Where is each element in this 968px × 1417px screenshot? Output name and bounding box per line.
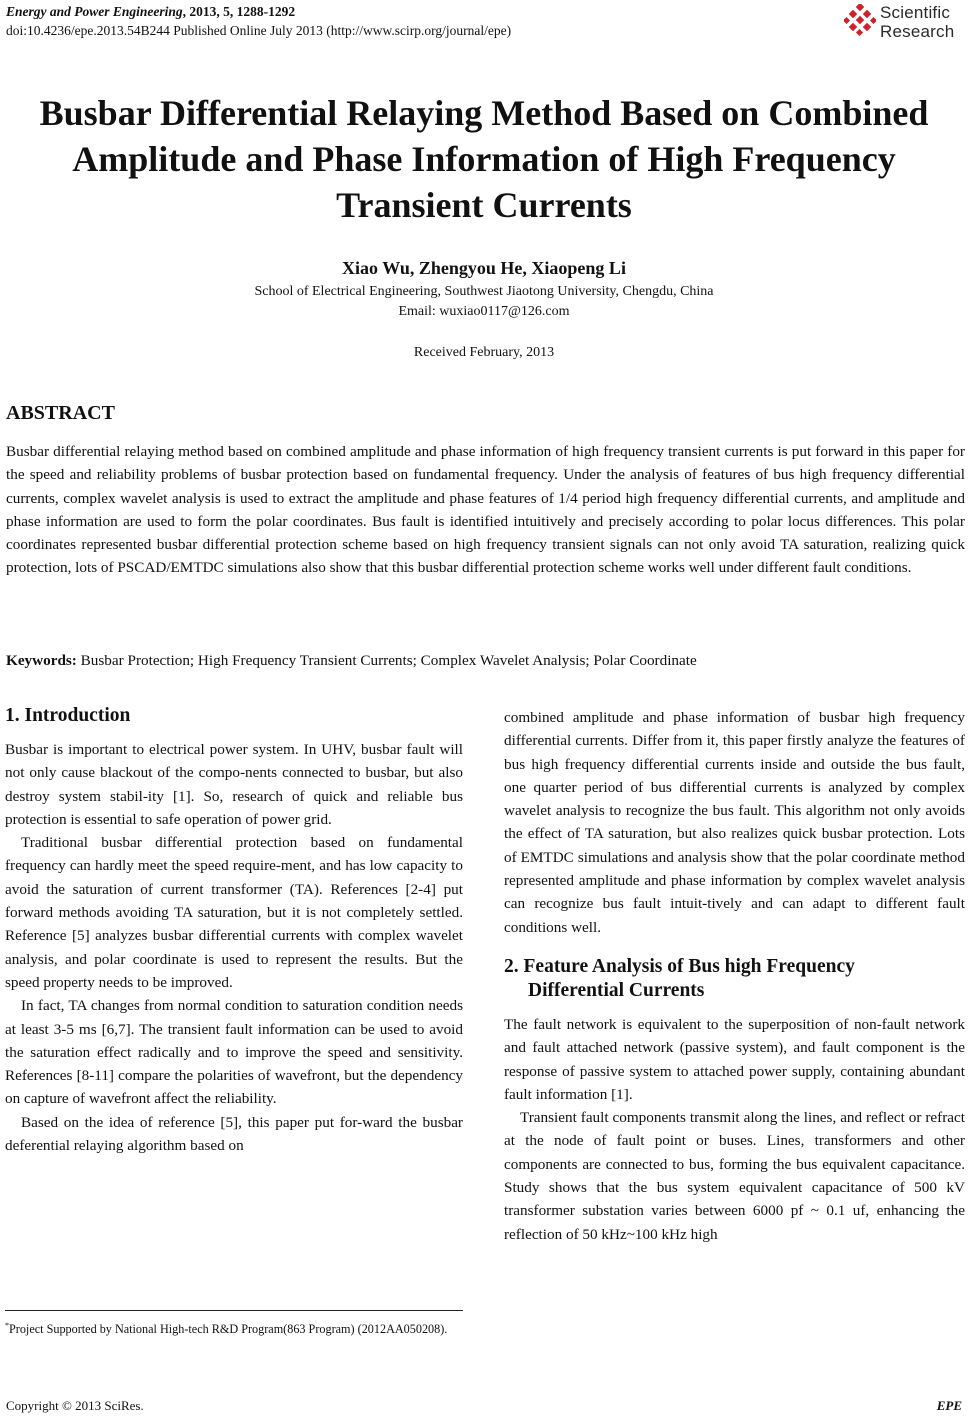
logo-line2: Research	[880, 22, 955, 41]
paper-title	[0, 90, 968, 228]
keywords	[6, 650, 965, 672]
copyright: Copyright © 2013 SciRes.	[6, 1398, 144, 1413]
footnote	[5, 1316, 463, 1339]
section-2-heading	[504, 955, 965, 1003]
footnote-mark: *	[5, 1321, 9, 1330]
title-line-3: Transient Currents	[336, 185, 632, 225]
footnote-text: Project Supported by National High-tech R&D Program(863 Program) (2012AA050208).	[9, 1322, 448, 1337]
left-column	[5, 704, 463, 1157]
journal-header	[6, 2, 511, 40]
journal-abbreviation: EPE	[936, 1398, 962, 1413]
journal-citation: , 2013, 5, 1288-1292	[182, 4, 296, 19]
logo-line1: Scientific	[880, 3, 951, 22]
title-line-1: Busbar Differential Relaying Method Based on Combined	[39, 93, 929, 133]
affiliation: School of Electrical Engineering, Southwest Jiaotong University, Chengdu, China	[254, 284, 714, 299]
abstract-text: Busbar differential relaying method based on combined amplitude and phase information of high frequency transient currents is put forward in this paper for the speed and reliability problems of busbar protection based on fundamental frequency. Under the analysis of features of bus high frequency differential currents, complex wavelet analysis is used to extract the amplitude and phase features of 1/4 period high frequency differential currents, and amplitude and phase information are used to form the polar coordinates. Bus fault is identified intuitively and precisely according to polar locus differences. This polar coordinates represented busbar differential protection scheme based on high frequency transient signals can not only avoid TA saturation, realizing quick protection, lots of PSCAD/EMTDC simulations also show that this busbar differential protection scheme works well under different fault conditions.	[6, 443, 965, 577]
section-2-heading-line-1: 2. Feature Analysis of Bus high Frequency	[504, 955, 855, 977]
section-2-paragraph: Transient fault components transmit along the lines, and reflect or refract at the node of fault point or buses. Lines, transformers and other components are connected to bus, forming the bus equivalent capacitance. Study shows that the bus system equivalent capacitance of 500 kV transformer substation varies between 6000 pf ~ 0.1 uf, enhancing the reflection of 50 kHz~100 kHz high	[504, 1109, 965, 1243]
keywords-text: Busbar Protection; High Frequency Transient Currents; Complex Wavelet Analysis; Polar Coordinate	[76, 652, 697, 669]
section-1-paragraph: Traditional busbar differential protection based on fundamental frequency can hardly meet the speed require-ment, and has low capacity to avoid the saturation of current transformer (TA). References [2-4] put forward methods avoiding TA saturation, but it is not completely settled. Reference [5] analyzes busbar differential currents with complex wavelet analysis, and polar coordinate is used to represent the results. But the speed property needs to be improved.	[5, 834, 463, 991]
email: Email: wuxiao0117@126.com	[398, 304, 570, 319]
section-1-paragraph: In fact, TA changes from normal condition to saturation condition needs at least 3-5 ms [6,7]. The transient fault information can be used to avoid the saturation effect radically and to improve the speed and sensitivity. References [8-11] compare the polarities of wavefront, but the dependency on capture of wavefront affect the reliability.	[5, 997, 463, 1108]
right-column	[504, 706, 965, 1246]
authors: Xiao Wu, Zhengyou He, Xiaopeng Li	[342, 258, 626, 278]
publisher-logo	[844, 2, 962, 42]
intro-continuation: combined amplitude and phase information of busbar high frequency differential currents. Differ from it, this paper firstly analyze the features of bus high frequency differential currents inside and outside the bus fault, one quarter period of bus differential currents is analyzed by complex wavelet analysis to recognize the bus fault. This algorithm not only avoids the effect of TA saturation, but also realizes quick busbar protection. Lots of EMTDC simulations and analysis show that the polar coordinate method represented amplitude and phase information by complex wavelet analysis can recognize bus fault intuit-tively and can adapt to different fault conditions well.	[504, 709, 965, 936]
doi-line: doi:10.4236/epe.2013.54B244 Published Online July 2013 (http://www.scirp.org/journal/epe)	[6, 23, 512, 38]
footnote-divider	[5, 1310, 463, 1311]
received-date: Received February, 2013	[413, 345, 555, 360]
abstract-heading: ABSTRACT	[6, 402, 115, 424]
section-1-heading: 1. Introduction	[5, 705, 131, 726]
scientific-research-logo-icon	[844, 4, 876, 36]
section-2-paragraph: The fault network is equivalent to the superposition of non-fault network and fault attached network (passive system), and fault component is the response of passive system to attached power supply, containing abundant fault information [1].	[504, 1015, 965, 1103]
section-1-paragraph: Based on the idea of reference [5], this paper put for-ward the busbar deferential relaying algorithm based on	[5, 1113, 463, 1155]
keywords-label: Keywords:	[6, 652, 77, 669]
journal-name: Energy and Power Engineering	[6, 4, 183, 19]
section-1-paragraph: Busbar is important to electrical power system. In UHV, busbar fault will not only cause blackout of the compo-nents connected to busbar, but also destroy system stabil-ity [1]. So, research of quick and reliable bus protection is essential to safe operation of power grid.	[5, 741, 463, 828]
title-line-2: Amplitude and Phase Information of High Frequency	[72, 139, 896, 179]
section-2-heading-line-2: Differential Currents	[528, 979, 705, 1001]
